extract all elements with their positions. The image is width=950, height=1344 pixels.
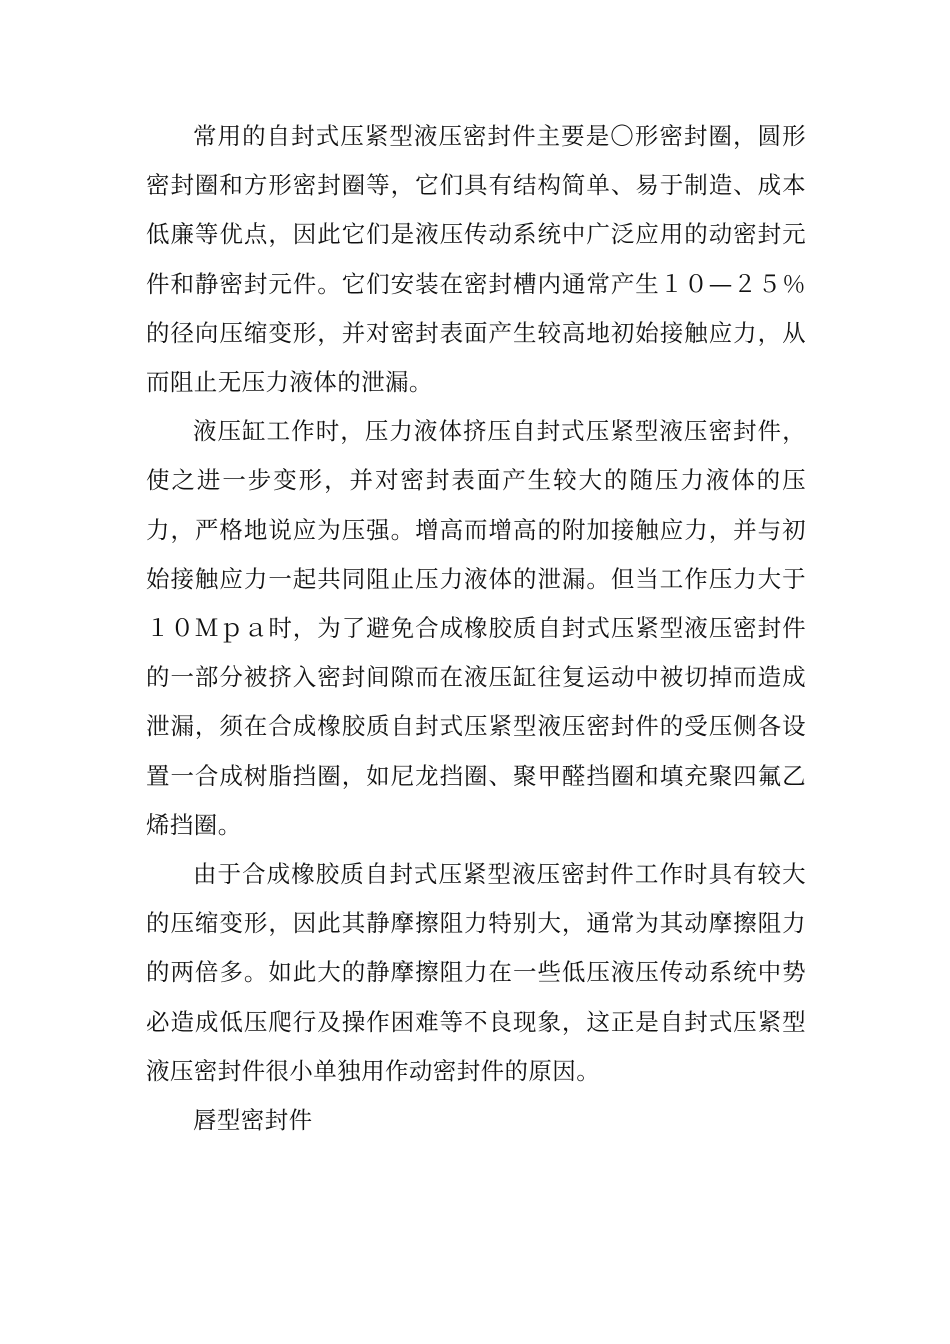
document-body [146, 112, 806, 1145]
paragraph-cylinder-operation: 液压缸工作时，压力液体挤压自封式压紧型液压密封件，使之进一步变形，并对密封表面产生较大的随压力液体的压力，严格地说应为压强。增高而增高的附加接触应力，并与初始接触应力一起共同阻止压力液体的泄漏。但当工作压力大于１０Ｍｐａ时，为了避免合成橡胶质自封式压紧型液压密封件的一部分被挤入密封间隙而在液压缸往复运动中被切掉而造成泄漏，须在合成橡胶质自封式压紧型液压密封件的受压侧各设置一合成树脂挡圈，如尼龙挡圈、聚甲醛挡圈和填充聚四氟乙烯挡圈。 [146, 417, 806, 839]
paragraph-friction-resistance: 由于合成橡胶质自封式压紧型液压密封件工作时具有较大的压缩变形，因此其静摩擦阻力特别大，通常为其动摩擦阻力的两倍多。如此大的静摩擦阻力在一些低压液压传动系统中势必造成低压爬行及操作困难等不良现象，这正是自封式压紧型液压密封件很小单独用作动密封件的原因。 [146, 860, 806, 1085]
section-heading-lip-seals: 唇型密封件 [193, 1106, 313, 1135]
paragraph-o-ring-seals: 常用的自封式压紧型液压密封件主要是〇形密封圈，圆形密封圈和方形密封圈等，它们具有结构简单、易于制造、成本低廉等优点，因此它们是液压传动系统中广泛应用的动密封元件和静密封元件。它们安装在密封槽内通常产生１０—２５％的径向压缩变形，并对密封表面产生较高地初始接触应力，从而阻止无压力液体的泄漏。 [146, 122, 806, 397]
